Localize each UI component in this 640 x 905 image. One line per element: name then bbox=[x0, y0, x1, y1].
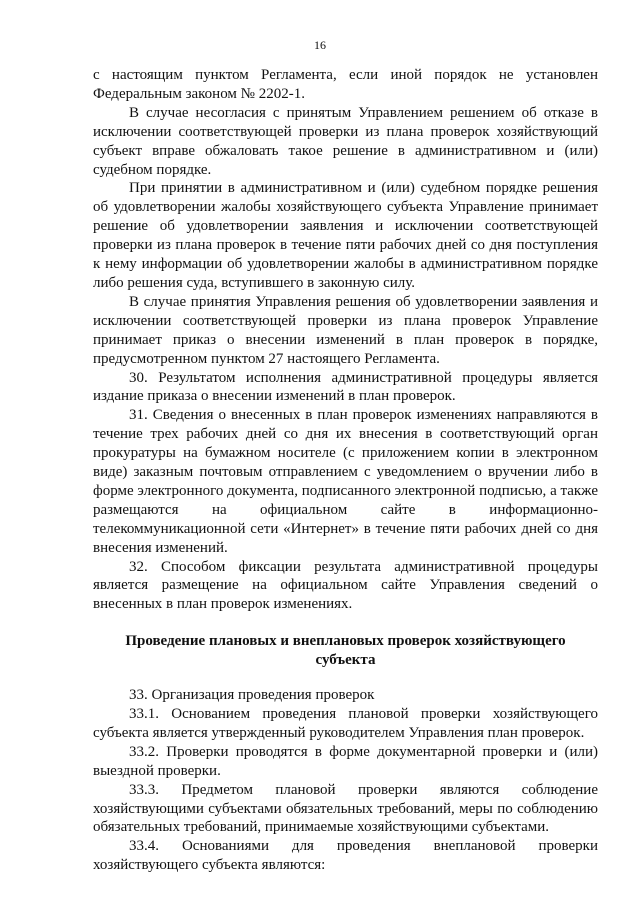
paragraph: 31. Сведения о внесенных в план проверок изменениях направляются в течение трех рабочих дней со дня их внесения в соответствующий орган прокуратуры на бумажном носителе (с приложением копии в электронном виде) заказным почтовым отправлением с уведомлением о вручении либо в форме электронного документа, подписанного электронной подписью, а также размещаются на официальном сайте в информационно-телекоммуникационной сети «Интернет» в течение пяти рабочих дней со дня внесения изменений. bbox=[93, 407, 598, 556]
paragraph: 33.1. Основанием проведения плановой проверки хозяйствующего субъекта является утвержденный руководителем Управления план проверок. bbox=[93, 706, 598, 741]
page-number: 16 bbox=[314, 38, 326, 52]
paragraph: 33.2. Проверки проводятся в форме документарной проверки и (или) выездной проверки. bbox=[93, 743, 598, 779]
paragraph: с настоящим пунктом Регламента, если иной порядок не установлен Федеральным законом № 2202-1. bbox=[93, 67, 598, 102]
paragraph: 33.3. Предметом плановой проверки являются соблюдение хозяйствующими субъектами обязательных требований, меры по соблюдению обязательных требований, принимаемые хозяйствующими субъектами. bbox=[93, 781, 598, 836]
paragraph: 33. Организация проведения проверок bbox=[129, 687, 375, 704]
paragraph: 32. Способом фиксации результата административной процедуры является размещение на официальном сайте Управления сведений о внесенных в план проверок изменениях. bbox=[93, 558, 598, 613]
paragraph: 30. Результатом исполнения административной процедуры является издание приказа о внесении изменений в план проверок. bbox=[93, 369, 598, 405]
paragraph: В случае несогласия с принятым Управлением решением об отказе в исключении соответствующей проверки из плана проверок хозяйствующий субъект вправе обжаловать такое решение в административном и (или) судебном порядке. bbox=[93, 104, 598, 178]
paragraph: При принятии в административном и (или) судебном порядке решения об удовлетворении жалобы хозяйствующего субъекта Управление принимает решение об удовлетворении заявления и исключении соответствующей проверки из плана проверок в течение пяти рабочих дней со дня поступления к нему информации об удовлетворении жалобы в административном порядке либо решения суда, вступившего в законную силу. bbox=[93, 180, 598, 291]
document-body bbox=[93, 66, 598, 875]
paragraph: В случае принятия Управления решения об удовлетворении заявления и исключении соответствующей проверки из плана проверок Управление принимает приказ о внесении изменений в план проверок в порядке, предусмотренном пунктом 27 настоящего Регламента. bbox=[93, 293, 598, 367]
paragraph: 33.4. Основаниями для проведения внеплановой проверки хозяйствующего субъекта являются: bbox=[93, 838, 598, 874]
section-heading: Проведение плановых и внеплановых проверок хозяйствующего субъекта bbox=[125, 633, 566, 669]
